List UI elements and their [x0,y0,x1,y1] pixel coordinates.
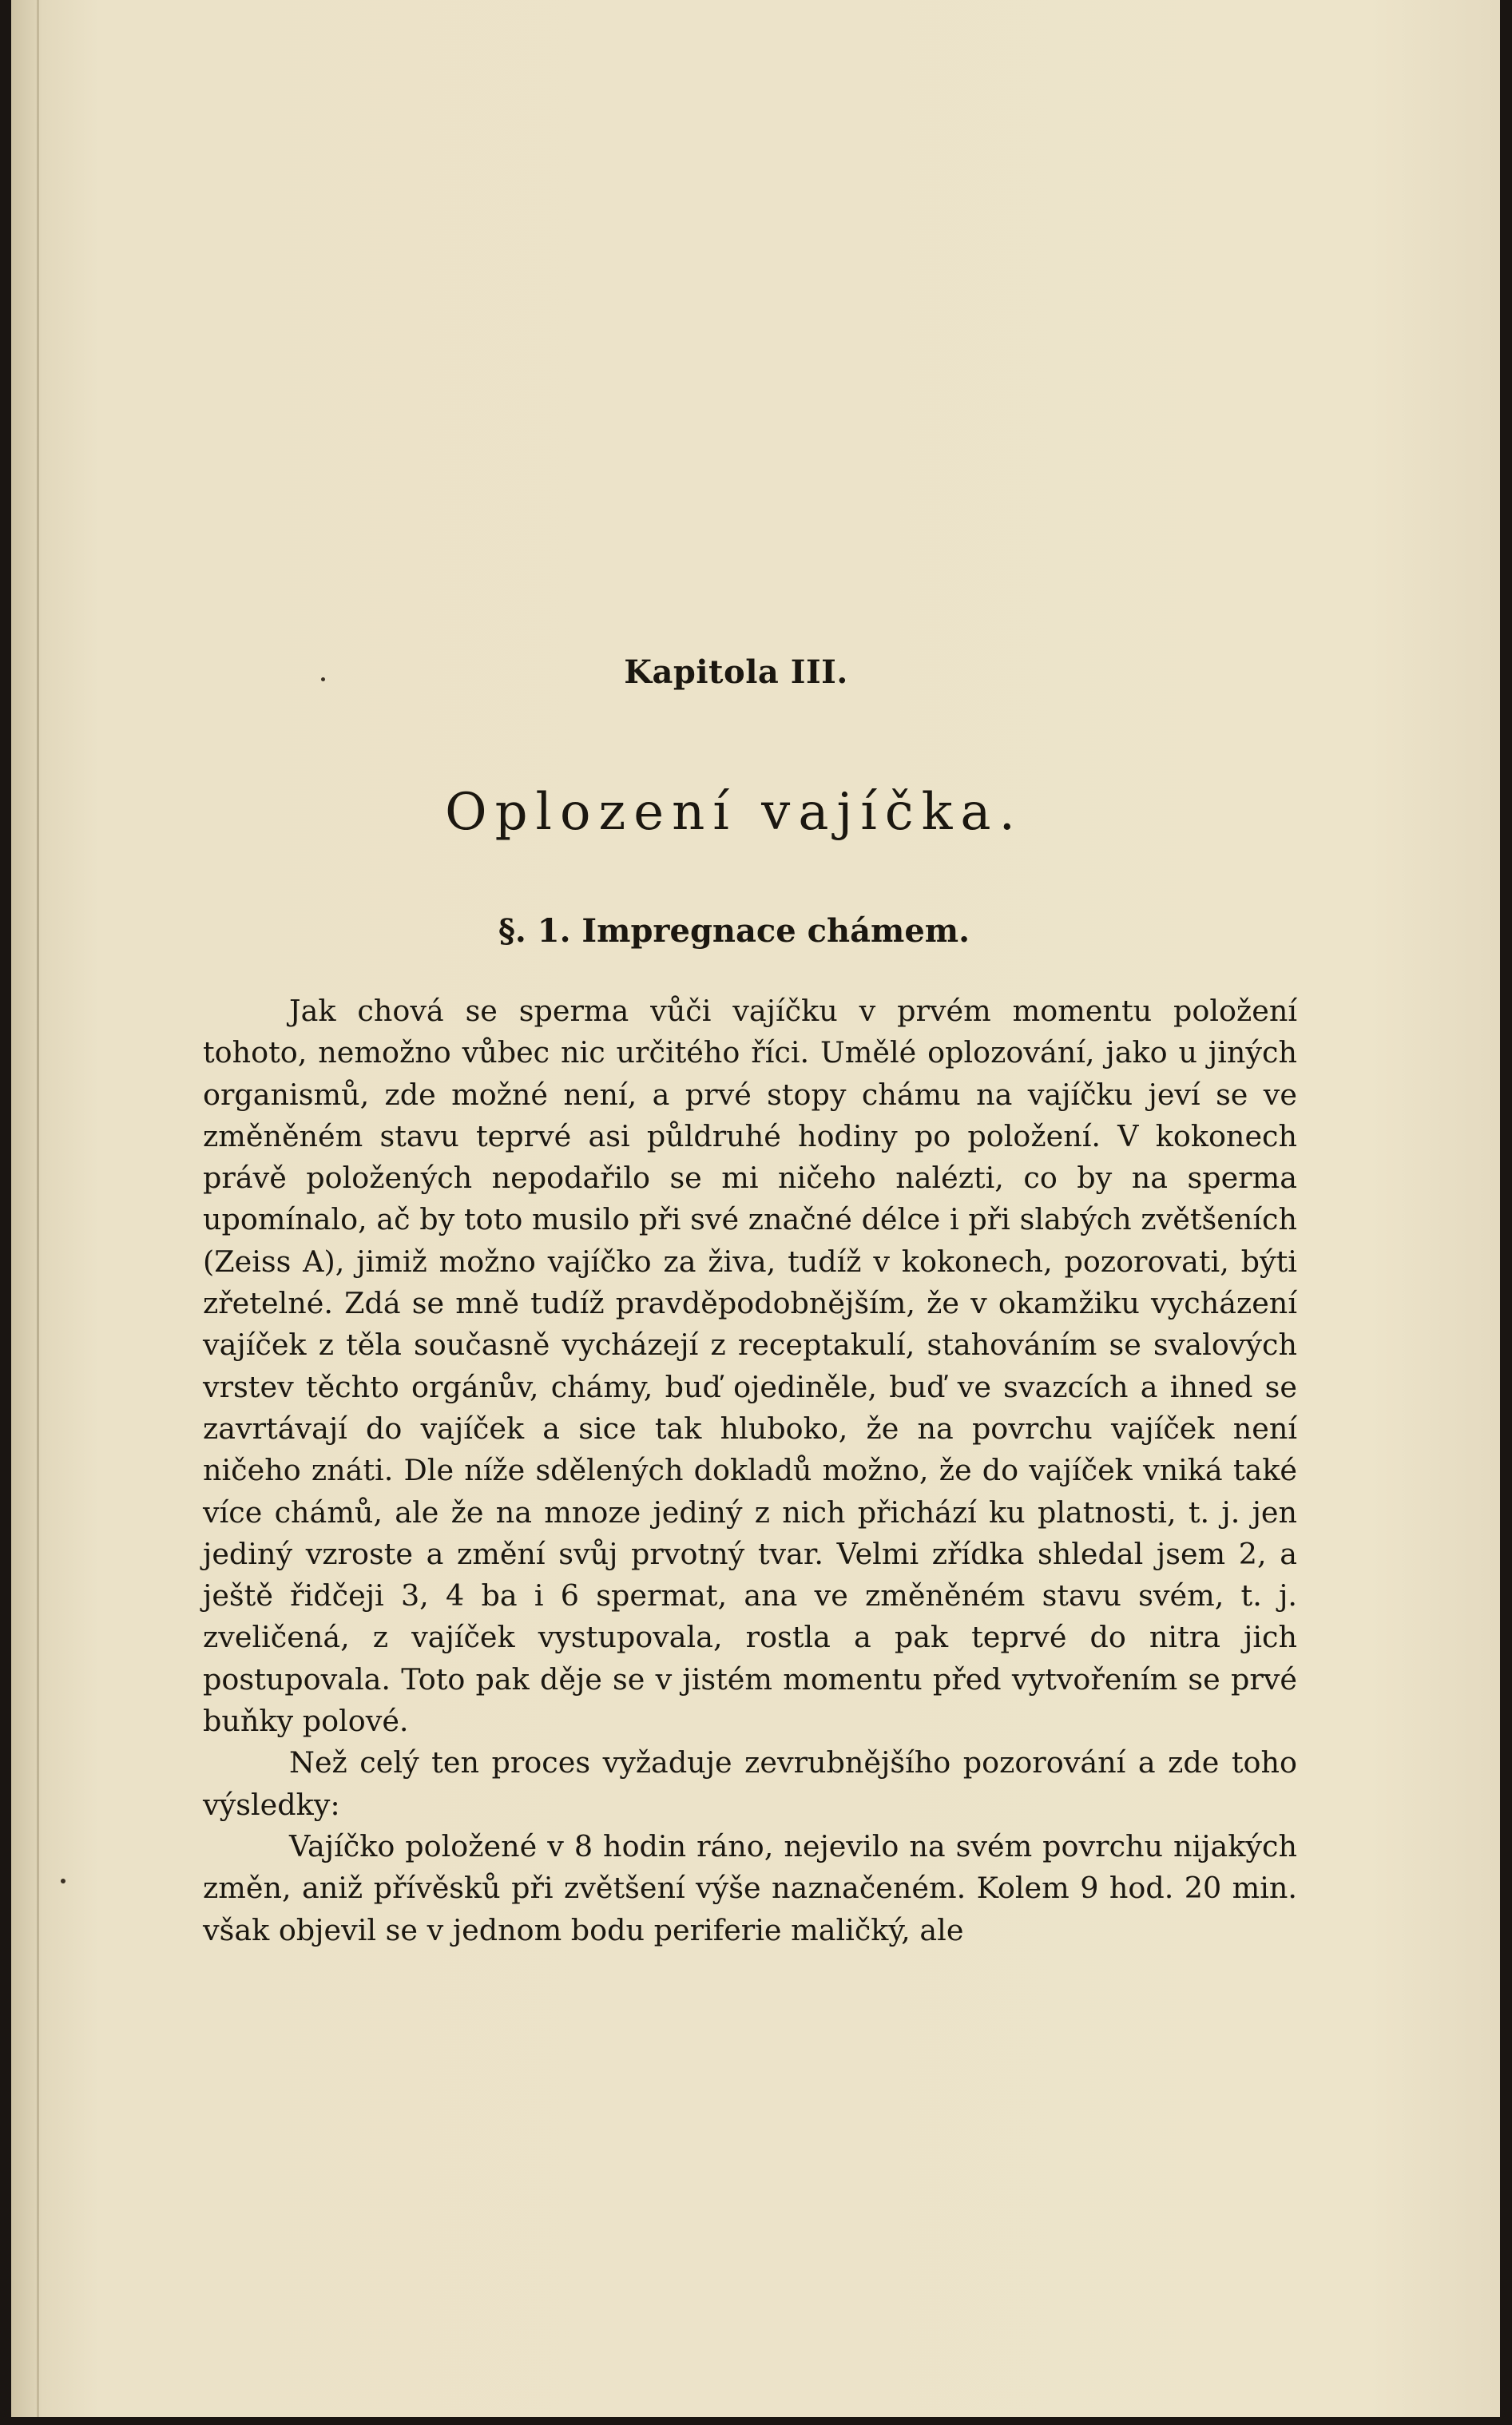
paragraph: Vajíčko položené v 8 hodin ráno, nejevilo na svém povrchu nijakých změn, aniž přívěsků při zvětšení výše naznačeném. Kolem 9 hod. 20 min. však objevil se v jednom bodu periferie maličký, ale [203,1828,1297,1947]
ink-speck [61,1879,65,1883]
chapter-label: Kapitola III. [624,653,848,691]
paragraph: Jak chová se sperma vůči vajíčku v prvém momentu položení tohoto, nemožno vůbec nic určitého říci. Umělé oplozování, jako u jiných organismů, zde možné není, a prvé stopy chámu na vajíčku jeví se ve změněném stavu teprvé asi půldruhé hodiny po položení. V kokonech právě položených nepodařilo se mi ničeho nalézti, co by na sperma upomínalo, ač by toto musilo při své značné délce i při slabých zvětšeních (Zeiss A), jimiž možno vajíčko za živa, tudíž v kokonech, pozorovati, býti zřetelné. Zdá se mně tudíž pravděpodobnějším, že v okamžiku vycházení vajíček z těla současně vycházejí z receptakulí, stahováním se svalových vrstev těchto orgánův, chámy, buď ojediněle, buď ve svazcích a ihned se zavrtávají do vajíček a sice tak hluboko, že na povrchu vajíček není ničeho znáti. Dle níže sdělených dokladů možno, že do vajíček vniká také více chámů, ale že na mnoze jediný z nich přichází ku platnosti, t. j. jen jediný vzroste a změní svůj prvotný tvar. Velmi zřídka shledal jsem 2, a ještě řidčeji 3, 4 ba i 6 spermat, ana ve změněném stavu svém, t. j. zveličená, z vajíček vystupovala, rostla a pak teprvé do nitra jich postupovala. Toto pak děje se v jistém momentu před vytvořením se prvé buňky polové. [203,994,1297,1739]
paragraph: Než celý ten proces vyžaduje zevrubnějšího pozorování a zde toho výsledky: [203,1745,1297,1822]
section-heading: §. 1. Impregnace chámem. [498,912,970,950]
page-content [11,0,1500,2417]
body-text [203,990,1297,1951]
book-page [11,0,1500,2417]
chapter-title: Oplození vajíčka. [445,783,1023,842]
